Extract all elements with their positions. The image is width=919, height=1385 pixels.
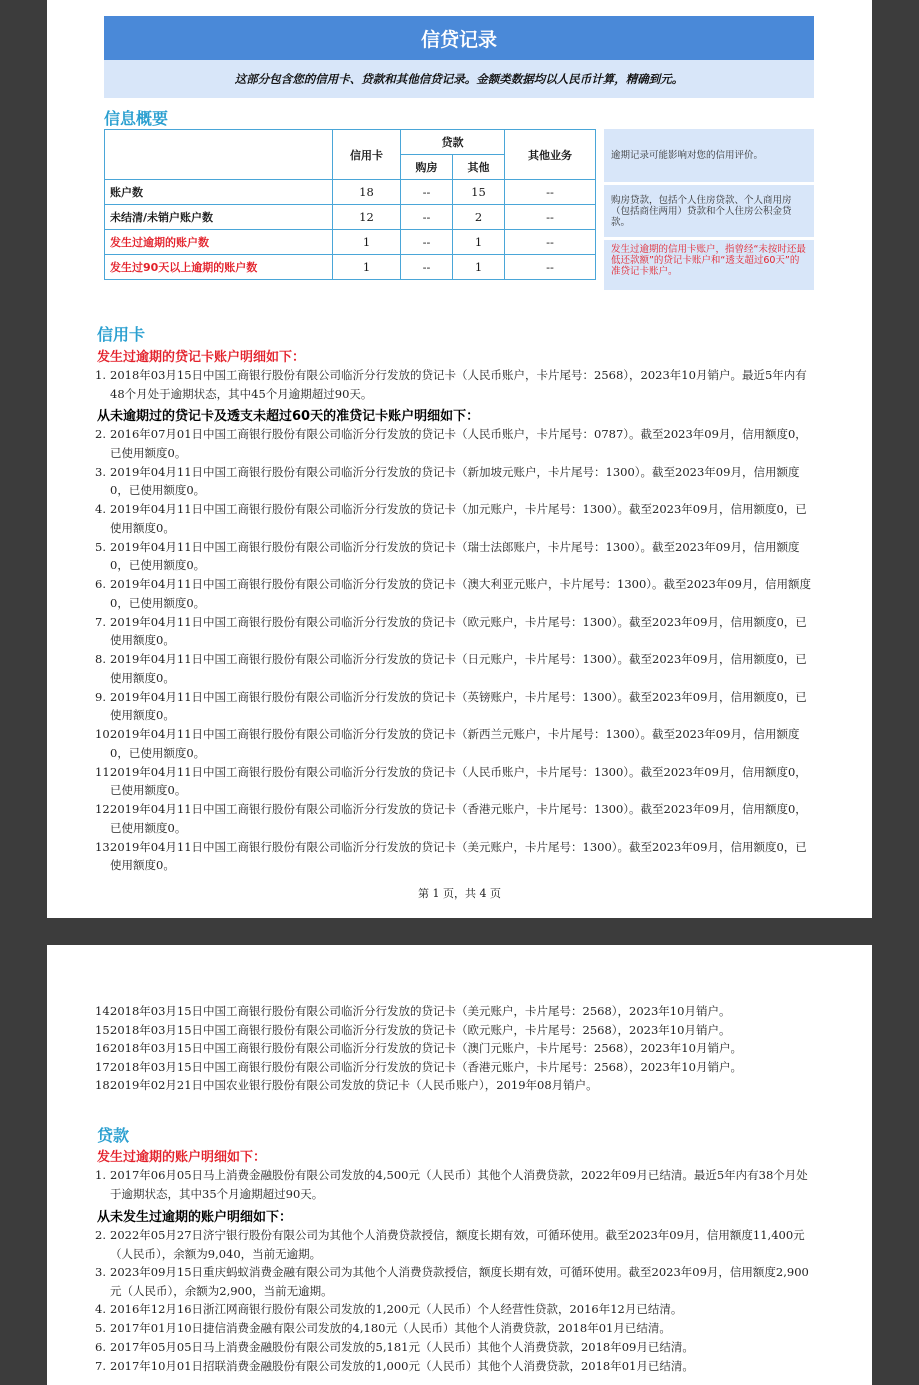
list-item — [95, 1058, 817, 1077]
section-banner-subtitle: 这部分包含您的信用卡、贷款和其他信贷记录。金额类数据均以人民币计算，精确到元。 — [104, 60, 814, 98]
item-text: 2019年04月11日中国工商银行股份有限公司临沂分行发放的贷记卡（日元账户，卡片尾号：1300）。截至2023年09月，信用额度0，已使用额度0。 — [110, 652, 807, 685]
item-number: 18. — [95, 1078, 114, 1092]
list-item — [95, 1263, 817, 1300]
item-text: 2019年04月11日中国工商银行股份有限公司临沂分行发放的贷记卡（新西兰元账户，卡片尾号：1300）。截至2023年09月，信用额度0，已使用额度0。 — [110, 727, 800, 760]
cell-other: 15 — [453, 180, 505, 205]
cell-house: -- — [401, 255, 453, 280]
item-text: 2022年05月27日济宁银行股份有限公司为其他个人消费贷款授信，额度长期有效，可循环使用。截至2023年09月，信用额度11,400元（人民币），余额为9,040，当前无逾期。 — [110, 1228, 805, 1261]
table-row — [105, 230, 596, 255]
list-item — [95, 725, 817, 762]
row-label: 账户数 — [105, 180, 333, 205]
item-text: 2017年06月05日马上消费金融股份有限公司发放的4,500元（人民币）其他个人消费贷款，2022年09月已结清。最近5年内有38个月处于逾期状态，其中35个月逾期超过90天。 — [110, 1168, 808, 1201]
note-overdue-definition: 发生过逾期的信用卡账户，指曾经“未按时还最低还款额”的贷记卡账户和“透支超过60天”的准贷记卡账户。 — [604, 240, 814, 290]
item-text: 2019年04月11日中国工商银行股份有限公司临沂分行发放的贷记卡（加元账户，卡片尾号：1300）。截至2023年09月，信用额度0，已使用额度0。 — [110, 502, 807, 535]
table-row — [105, 180, 596, 205]
list-item — [95, 425, 817, 462]
cell-credit: 12 — [333, 205, 401, 230]
list-item — [95, 1166, 817, 1203]
item-number: 5. — [95, 539, 106, 554]
list-item — [95, 575, 817, 612]
list-item — [95, 1076, 817, 1095]
cell-house: -- — [401, 205, 453, 230]
notes-panel — [604, 129, 814, 293]
col-header-house: 购房 — [401, 155, 453, 180]
item-text: 2019年04月11日中国工商银行股份有限公司临沂分行发放的贷记卡（香港元账户，卡片尾号：1300）。截至2023年09月，信用额度0，已使用额度0。 — [110, 802, 807, 835]
item-text: 2019年04月11日中国工商银行股份有限公司临沂分行发放的贷记卡（人民币账户，卡片尾号：1300）。截至2023年09月，信用额度0，已使用额度0。 — [110, 764, 807, 797]
col-header-other-biz: 其他业务 — [505, 130, 596, 180]
item-number: 10. — [95, 727, 114, 741]
list-item — [95, 1021, 817, 1040]
report-page-1 — [47, 0, 872, 918]
report-page-2 — [47, 945, 872, 1385]
item-text: 2018年03月15日中国工商银行股份有限公司临沂分行发放的贷记卡（美元账户，卡片尾号：2568），2023年10月销户。 — [110, 1004, 731, 1018]
table-row — [105, 255, 596, 280]
list-item — [95, 1300, 817, 1319]
item-text: 2019年04月11日中国工商银行股份有限公司临沂分行发放的贷记卡（澳大利亚元账户，卡片尾号：1300）。截至2023年09月，信用额度0，已使用额度0。 — [110, 577, 811, 610]
col-header-credit: 信用卡 — [333, 130, 401, 180]
item-number: 4. — [95, 1302, 106, 1316]
row-label: 未结清/未销户账户数 — [105, 205, 333, 230]
list-item — [95, 463, 817, 500]
item-text: 2019年04月11日中国工商银行股份有限公司临沂分行发放的贷记卡（瑞士法郎账户，卡片尾号：1300）。截至2023年09月，信用额度0，已使用额度0。 — [110, 539, 800, 572]
col-header-loan: 贷款 — [401, 130, 505, 155]
cell-credit: 1 — [333, 230, 401, 255]
item-number: 2. — [95, 427, 106, 441]
item-text: 2019年04月11日中国工商银行股份有限公司临沂分行发放的贷记卡（英镑账户，卡片尾号：1300）。截至2023年09月，信用额度0，已使用额度0。 — [110, 689, 807, 722]
cell-biz: -- — [505, 230, 596, 255]
item-number: 4. — [95, 502, 106, 516]
item-number: 9. — [95, 689, 106, 704]
item-number: 7. — [95, 1359, 106, 1373]
item-number: 1. — [95, 368, 106, 382]
never-overdue-heading: 从未逾期过的贷记卡及透支未超过60天的准贷记卡账户明细如下： — [97, 409, 480, 424]
cell-other: 1 — [453, 230, 505, 255]
list-item — [95, 1357, 817, 1376]
item-number: 11. — [95, 764, 114, 779]
item-text: 2017年10月01日招联消费金融股份有限公司发放的1,000元（人民币）其他个人消费贷款，2018年01月已结清。 — [110, 1359, 694, 1373]
item-number: 3. — [95, 464, 106, 479]
row-label: 发生过逾期的账户数 — [105, 230, 333, 255]
cell-credit: 1 — [333, 255, 401, 280]
item-text: 2019年04月11日中国工商银行股份有限公司临沂分行发放的贷记卡（新加坡元账户，卡片尾号：1300）。截至2023年09月，信用额度0，已使用额度0。 — [110, 464, 800, 497]
list-item — [95, 613, 817, 650]
item-text: 2018年03月15日中国工商银行股份有限公司临沂分行发放的贷记卡（澳门元账户，卡片尾号：2568），2023年10月销户。 — [110, 1041, 742, 1055]
list-item — [95, 366, 817, 403]
loan-overdue-heading: 发生过逾期的账户明细如下： — [97, 1150, 267, 1165]
section-banner-title: 信贷记录 — [104, 16, 814, 60]
cell-house: -- — [401, 180, 453, 205]
item-number: 5. — [95, 1321, 106, 1335]
list-item — [95, 1319, 817, 1338]
cell-other: 2 — [453, 205, 505, 230]
cell-other: 1 — [453, 255, 505, 280]
item-number: 17. — [95, 1059, 114, 1074]
list-item — [95, 1338, 817, 1357]
item-number: 15. — [95, 1022, 114, 1037]
item-text: 2017年05月05日马上消费金融股份有限公司发放的5,181元（人民币）其他个人消费贷款，2018年09月已结清。 — [110, 1340, 694, 1354]
row-label: 发生过90天以上逾期的账户数 — [105, 255, 333, 280]
item-number: 7. — [95, 614, 106, 629]
item-text: 2018年03月15日中国工商银行股份有限公司临沂分行发放的贷记卡（人民币账户，卡片尾号：2568），2023年10月销户。最近5年内有48个月处于逾期状态，其中45个月逾期超过90天。 — [110, 368, 807, 401]
cell-biz: -- — [505, 205, 596, 230]
item-number: 13. — [95, 839, 114, 854]
item-text: 2019年02月21日中国农业银行股份有限公司发放的贷记卡（人民币账户），2019年08月销户。 — [110, 1078, 598, 1092]
item-text: 2017年01月10日捷信消费金融有限公司发放的4,180元（人民币）其他个人消费贷款，2018年01月已结清。 — [110, 1321, 671, 1335]
overview-title: 信息概要 — [104, 109, 169, 128]
credit-card-section-title: 信用卡 — [97, 325, 146, 344]
list-item — [95, 650, 817, 687]
item-text: 2018年03月15日中国工商银行股份有限公司临沂分行发放的贷记卡（香港元账户，卡片尾号：2568），2023年10月销户。 — [110, 1059, 742, 1074]
list-item — [95, 538, 817, 575]
item-number: 6. — [95, 577, 106, 591]
col-header-other: 其他 — [453, 155, 505, 180]
cell-biz: -- — [505, 180, 596, 205]
table-row — [105, 205, 596, 230]
cell-credit: 18 — [333, 180, 401, 205]
loan-section-title: 贷款 — [97, 1126, 130, 1145]
item-text: 2016年07月01日中国工商银行股份有限公司临沂分行发放的贷记卡（人民币账户，卡片尾号：0787）。截至2023年09月，信用额度0，已使用额度0。 — [110, 427, 807, 460]
list-item — [95, 763, 817, 800]
item-text: 2016年12月16日浙江网商银行股份有限公司发放的1,200元（人民币）个人经营性贷款，2016年12月已结清。 — [110, 1302, 683, 1316]
summary-table — [104, 129, 596, 280]
page-footer: 第 1 页，共 4 页 — [418, 887, 501, 900]
item-number: 1. — [95, 1168, 106, 1182]
list-item — [95, 838, 817, 875]
list-item — [95, 1226, 817, 1263]
item-number: 8. — [95, 652, 106, 666]
table-corner — [105, 130, 333, 180]
item-number: 12. — [95, 802, 114, 816]
item-number: 6. — [95, 1340, 106, 1354]
item-number: 16. — [95, 1041, 114, 1055]
list-item — [95, 688, 817, 725]
item-number: 2. — [95, 1228, 106, 1242]
list-item — [95, 1002, 817, 1021]
item-text: 2019年04月11日中国工商银行股份有限公司临沂分行发放的贷记卡（欧元账户，卡片尾号：1300）。截至2023年09月，信用额度0，已使用额度0。 — [110, 614, 807, 647]
list-item — [95, 500, 817, 537]
item-text: 2019年04月11日中国工商银行股份有限公司临沂分行发放的贷记卡（美元账户，卡片尾号：1300）。截至2023年09月，信用额度0，已使用额度0。 — [110, 839, 807, 872]
list-item — [95, 800, 817, 837]
overdue-heading: 发生过逾期的贷记卡账户明细如下： — [97, 350, 306, 365]
cell-house: -- — [401, 230, 453, 255]
list-item — [95, 1039, 817, 1058]
item-text: 2018年03月15日中国工商银行股份有限公司临沂分行发放的贷记卡（欧元账户，卡片尾号：2568），2023年10月销户。 — [110, 1022, 731, 1037]
cell-biz: -- — [505, 255, 596, 280]
note-house-loan: 购房贷款，包括个人住房贷款、个人商用房（包括商住两用）贷款和个人住房公积金贷款。 — [604, 185, 814, 237]
item-text: 2023年09月15日重庆蚂蚁消费金融有限公司为其他个人消费贷款授信，额度长期有效，可循环使用。截至2023年09月，信用额度2,900元（人民币），余额为2,900，当前无逾期。 — [110, 1265, 809, 1298]
loan-never-overdue-heading: 从未发生过逾期的账户明细如下： — [97, 1210, 293, 1225]
item-number: 3. — [95, 1265, 106, 1279]
note-overdue-impact: 逾期记录可能影响对您的信用评价。 — [604, 129, 814, 182]
item-number: 14. — [95, 1004, 114, 1018]
